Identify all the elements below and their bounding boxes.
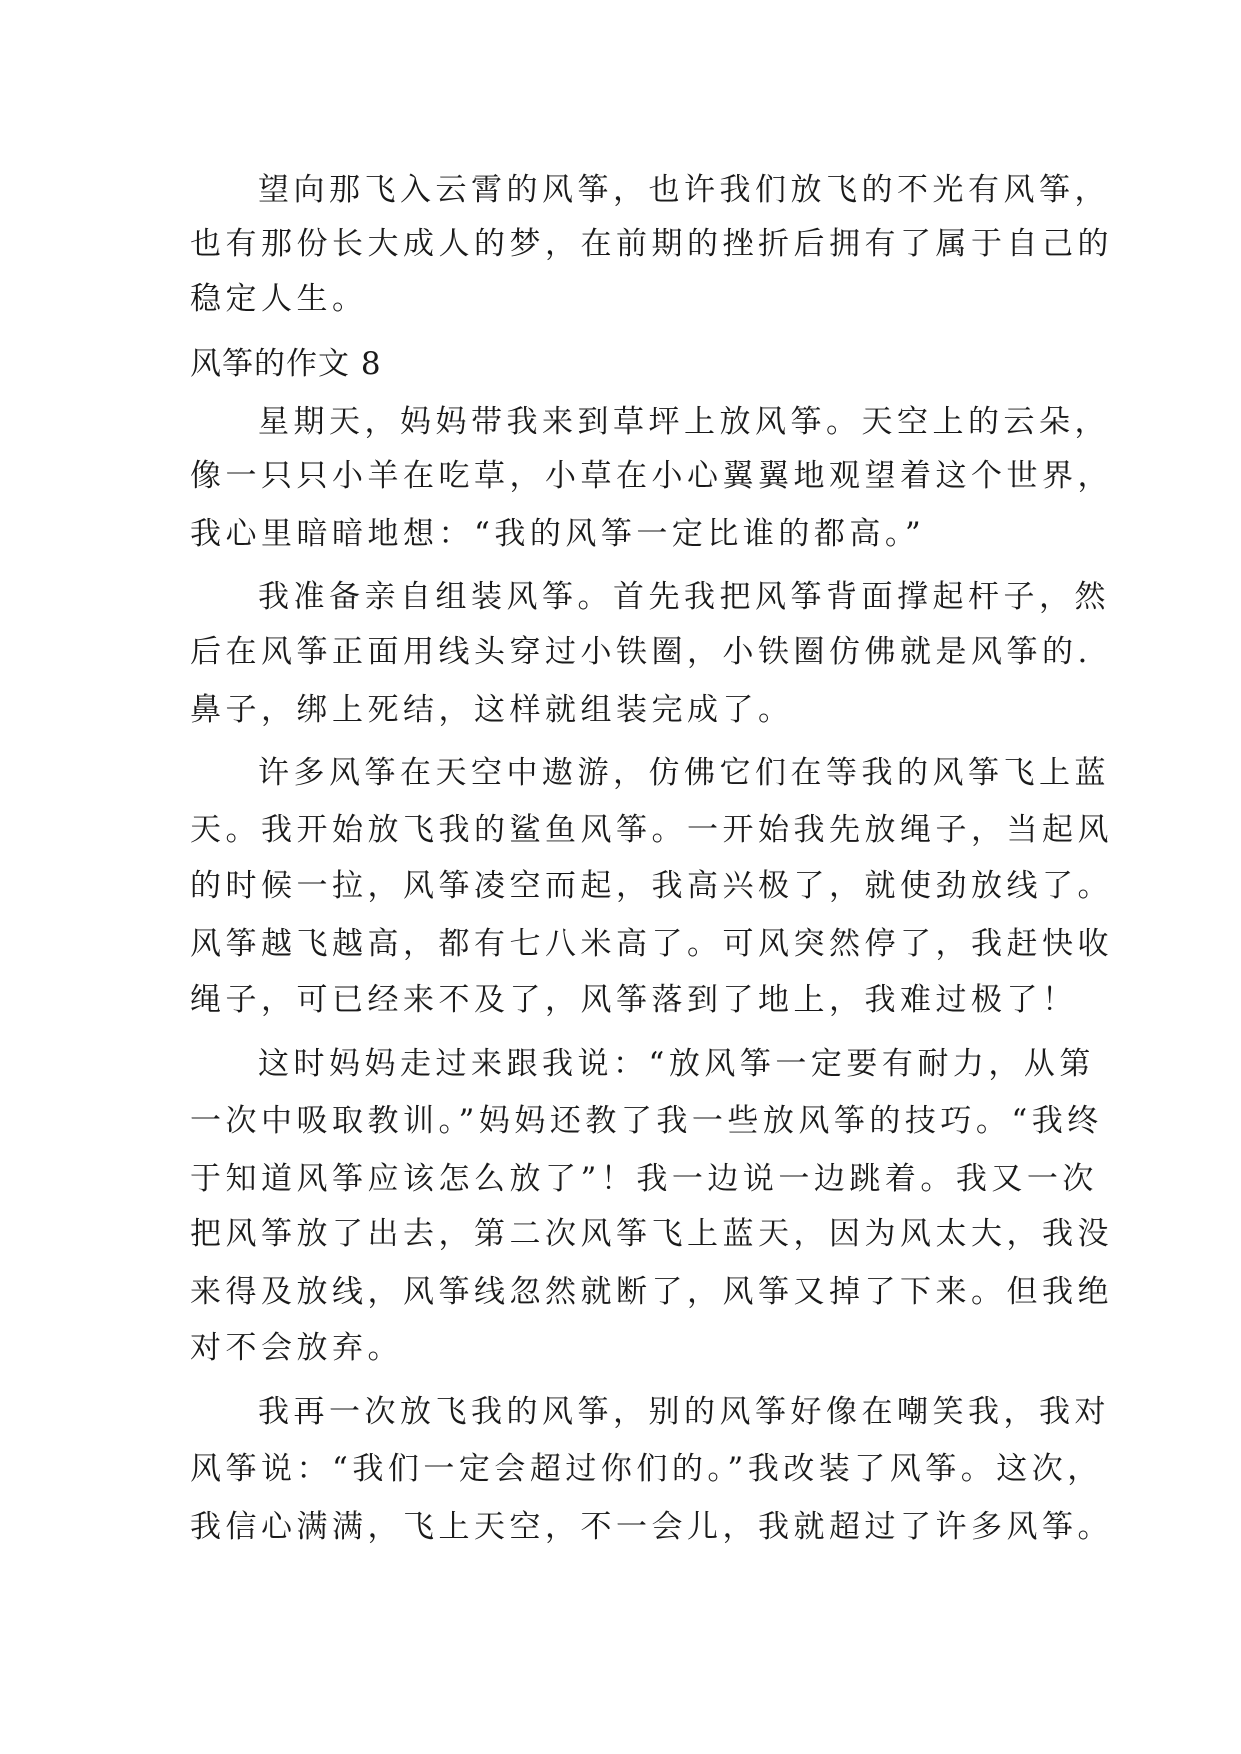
paragraph-line: 风筝说：“我们一定会超过你们的。”我改装了风筝。这次， [190,1451,1103,1487]
paragraph-line: 像一只只小羊在吃草，小草在小心翼翼地观望着这个世界， [190,458,1113,494]
paragraph-line: 这时妈妈走过来跟我说：“放风筝一定要有耐力，从第 [258,1046,1095,1082]
paragraph-line: 我信心满满，飞上天空，不一会儿，我就超过了许多风筝。 [190,1509,1113,1545]
paragraph-line: 来得及放线，风筝线忽然就断了，风筝又掉了下来。但我绝 [190,1274,1113,1310]
paragraph-line: 一次中吸取教训。”妈妈还教了我一些放风筝的技巧。“我终 [190,1103,1103,1139]
paragraph-line: 稳定人生。 [190,281,368,317]
paragraph-line: 我再一次放飞我的风筝，别的风筝好像在嘲笑我，我对 [258,1394,1110,1430]
paragraph-line: 的时候一拉，风筝凌空而起，我高兴极了，就使劲放线了。 [190,868,1113,904]
paragraph-line: 对不会放弃。 [190,1330,403,1366]
paragraph-line: 天。我开始放飞我的鲨鱼风筝。一开始我先放绳子，当起风 [190,812,1113,848]
paragraph-line: 望向那飞入云霄的风筝，也许我们放飞的不光有风筝， [258,172,1110,208]
paragraph-line: 我准备亲自组装风筝。首先我把风筝背面撑起杆子，然 [258,579,1110,615]
paragraph-line: 星期天，妈妈带我来到草坪上放风筝。天空上的云朵， [258,404,1110,440]
paragraph-line: 把风筝放了出去，第二次风筝飞上蓝天，因为风太大，我没 [190,1216,1113,1252]
section-heading: 风筝的作文 8 [190,346,382,382]
paragraph-line: 我心里暗暗地想：“我的风筝一定比谁的都高。” [190,516,926,552]
paragraph-line: 后在风筝正面用线头穿过小铁圈，小铁圈仿佛就是风筝的. [190,634,1092,670]
paragraph-line: 于知道风筝应该怎么放了”！我一边说一边跳着。我又一次 [190,1161,1098,1197]
paragraph-line: 风筝越飞越高，都有七八米高了。可风突然停了，我赶快收 [190,926,1113,962]
paragraph-line: 绳子，可已经来不及了，风筝落到了地上，我难过极了！ [190,982,1078,1018]
paragraph-line: 也有那份长大成人的梦，在前期的挫折后拥有了属于自己的 [190,226,1113,262]
paragraph-line: 许多风筝在天空中遨游，仿佛它们在等我的风筝飞上蓝 [258,755,1110,791]
paragraph-line: 鼻子，绑上死结，这样就组装完成了。 [190,692,794,728]
